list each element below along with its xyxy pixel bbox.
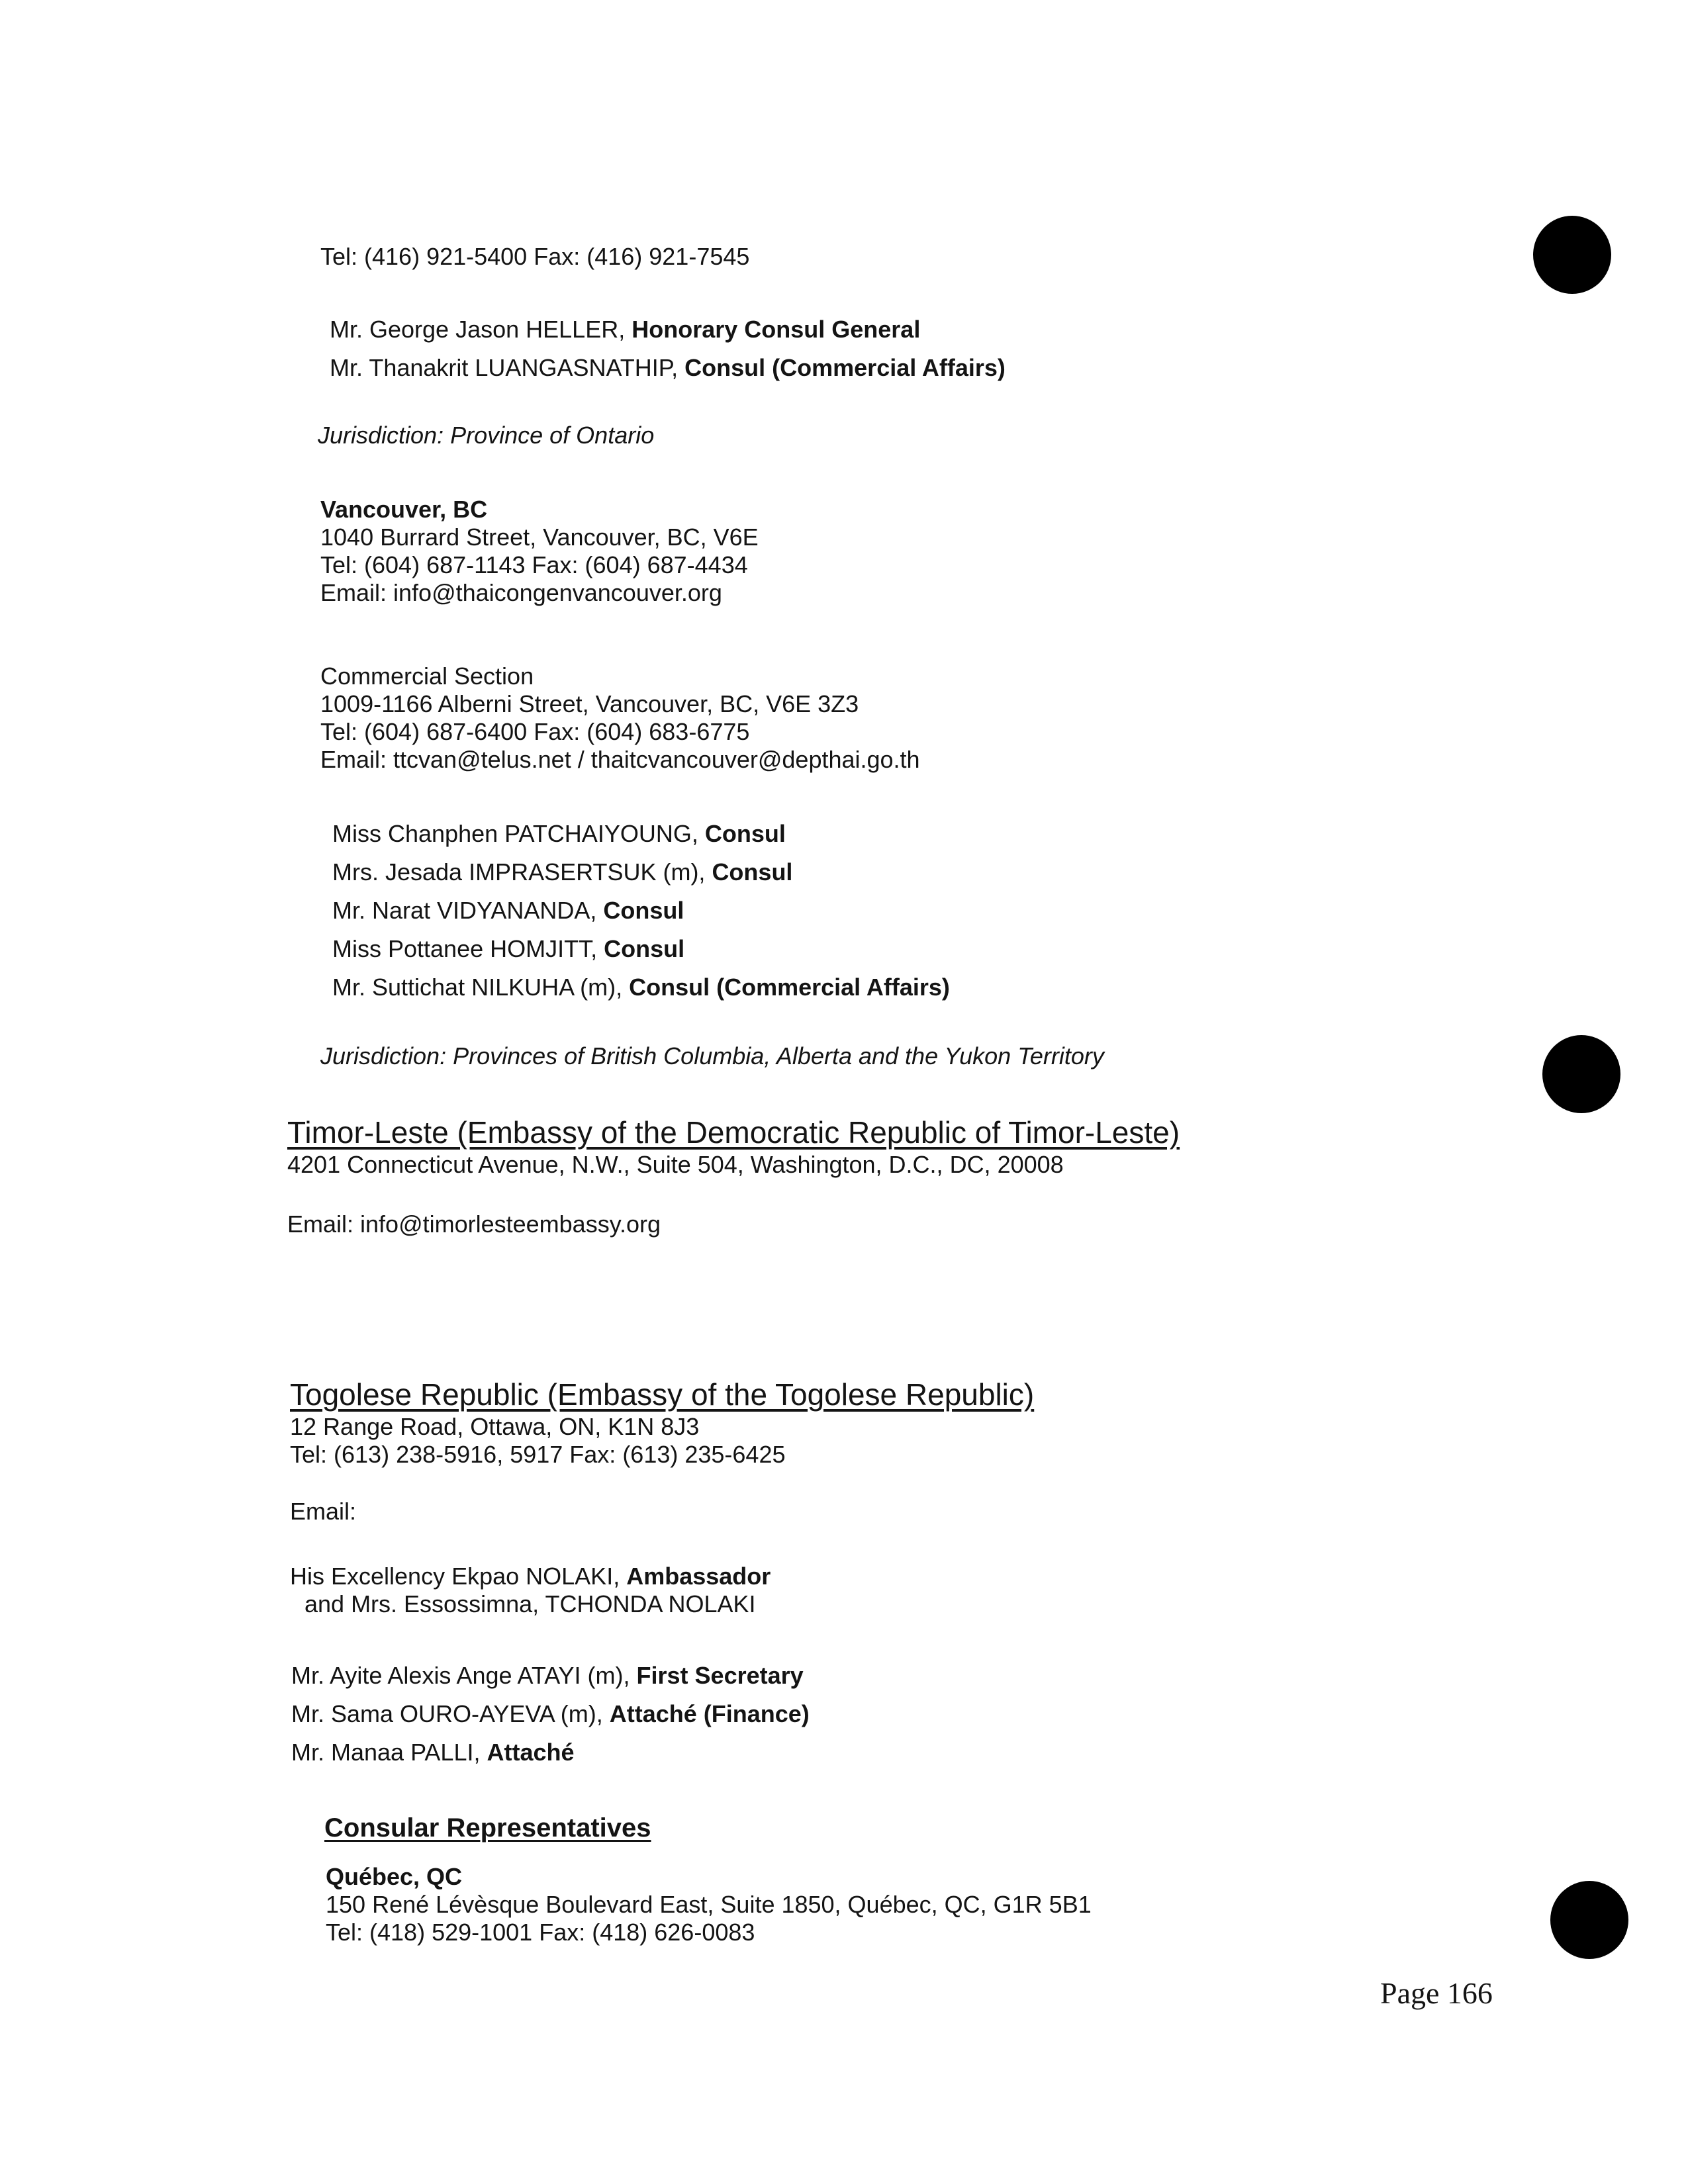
consular-city [326, 1864, 462, 1890]
staff-title: Honorary Consul General [632, 316, 921, 343]
binder-hole-bottom [1550, 1881, 1628, 1959]
consular-representatives-heading: Consular Representatives [324, 1813, 651, 1843]
commercial-email: Email: ttcvan@telus.net / thaitcvancouver@depthai.go.th [320, 746, 920, 773]
binder-hole-middle [1542, 1035, 1620, 1113]
staff-title: Attaché (Finance) [609, 1700, 810, 1727]
staff-entry [330, 316, 920, 343]
consular-tel-fax: Tel: (418) 529-1001 Fax: (418) 626-0083 [326, 1919, 755, 1946]
staff-title: Consul [604, 935, 685, 962]
staff-name: Mr. Thanakrit LUANGASNATHIP, [330, 354, 685, 381]
binder-hole-top [1533, 216, 1611, 294]
vancouver-email: Email: info@thaicongenvancouver.org [320, 579, 722, 606]
staff-entry [291, 1701, 810, 1727]
staff-entry [291, 1739, 575, 1766]
staff-title: Consul [704, 820, 786, 847]
staff-name: Mr. Ayite Alexis Ange ATAYI (m), [291, 1662, 637, 1689]
ambassador-entry [290, 1563, 771, 1590]
timor-leste-email: Email: info@timorlesteembassy.org [287, 1210, 661, 1238]
staff-entry [332, 897, 684, 924]
vancouver-jurisdiction [320, 1043, 1104, 1069]
staff-title: Consul [603, 897, 684, 924]
togo-address: 12 Range Road, Ottawa, ON, K1N 8J3 [290, 1413, 700, 1440]
city-name: Québec, QC [326, 1863, 463, 1890]
staff-name: Mr. Manaa PALLI, [291, 1739, 487, 1766]
staff-title: Consul (Commercial Affairs) [629, 974, 950, 1001]
staff-title: First Secretary [636, 1662, 804, 1689]
staff-name: Mr. George Jason HELLER, [330, 316, 632, 343]
staff-title: Consul [712, 858, 793, 886]
staff-name: Miss Pottanee HOMJITT, [332, 935, 604, 962]
toronto-tel-fax: Tel: (416) 921-5400 Fax: (416) 921-7545 [320, 243, 750, 270]
ambassador-spouse: and Mrs. Essossimna, TCHONDA NOLAKI [305, 1590, 756, 1617]
commercial-section-label: Commercial Section [320, 662, 534, 690]
staff-entry [332, 974, 950, 1001]
staff-entry [291, 1662, 804, 1689]
staff-entry [332, 859, 792, 886]
toronto-jurisdiction [318, 422, 654, 449]
togo-email: Email: [290, 1498, 357, 1525]
commercial-address: 1009-1166 Alberni Street, Vancouver, BC, V6E 3Z3 [320, 690, 859, 717]
page-number: Page 166 [1380, 1976, 1493, 2010]
staff-name: Mr. Sama OURO-AYEVA (m), [291, 1700, 610, 1727]
jurisdiction-text: Jurisdiction: Province of Ontario [318, 422, 655, 449]
ambassador-name: His Excellency Ekpao NOLAKI, [290, 1563, 627, 1590]
staff-title: Attaché [487, 1739, 575, 1766]
vancouver-address: 1040 Burrard Street, Vancouver, BC, V6E [320, 523, 759, 551]
city-name: Vancouver, BC [320, 496, 488, 523]
ambassador-title: Ambassador [626, 1563, 771, 1590]
staff-name: Mr. Suttichat NILKUHA (m), [332, 974, 630, 1001]
consular-address: 150 René Lévèsque Boulevard East, Suite 1850, Québec, QC, G1R 5B1 [326, 1891, 1092, 1918]
vancouver-city [320, 496, 487, 523]
commercial-tel-fax: Tel: (604) 687-6400 Fax: (604) 683-6775 [320, 718, 750, 745]
vancouver-tel-fax: Tel: (604) 687-1143 Fax: (604) 687-4434 [320, 551, 748, 578]
section-heading-timor-leste: Timor-Leste (Embassy of the Democratic Republic of Timor-Leste) [287, 1115, 1180, 1150]
staff-entry [332, 936, 684, 962]
staff-title: Consul (Commercial Affairs) [684, 354, 1006, 381]
togo-tel-fax: Tel: (613) 238-5916, 5917 Fax: (613) 235-6425 [290, 1441, 786, 1468]
section-heading-togo: Togolese Republic (Embassy of the Togolese Republic) [290, 1377, 1035, 1412]
timor-leste-address: 4201 Connecticut Avenue, N.W., Suite 504, Washington, D.C., DC, 20008 [287, 1151, 1064, 1178]
jurisdiction-text: Jurisdiction: Provinces of British Columbia, Alberta and the Yukon Territory [320, 1042, 1104, 1069]
staff-name: Mrs. Jesada IMPRASERTSUK (m), [332, 858, 712, 886]
staff-name: Mr. Narat VIDYANANDA, [332, 897, 604, 924]
staff-entry [332, 821, 786, 847]
staff-name: Miss Chanphen PATCHAIYOUNG, [332, 820, 705, 847]
staff-entry [330, 355, 1006, 381]
